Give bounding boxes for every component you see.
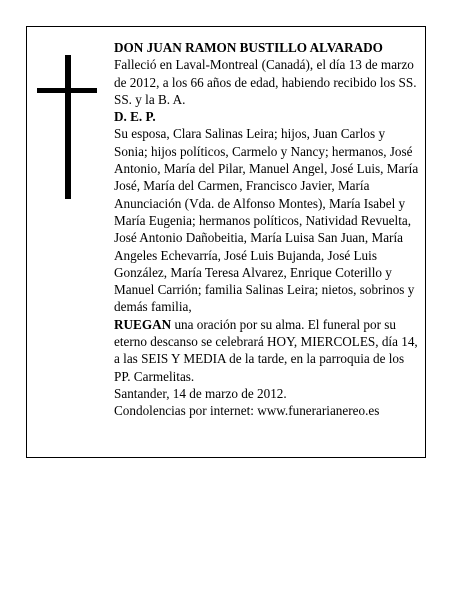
- obituary-text: [114, 39, 420, 420]
- deceased-name: DON JUAN RAMON BUSTILLO ALVARADO: [114, 40, 383, 55]
- death-details: Falleció en Laval-Montreal (Canadá), el día 13 de marzo de 2012, a los 66 años de edad, habiendo recibido los SS. SS. y la B. A.: [114, 57, 417, 107]
- ruegan-label: RUEGAN: [114, 316, 172, 332]
- family-list: Su esposa, Clara Salinas Leira; hijos, Juan Carlos y Sonia; hijos políticos, Carmelo y Nancy; hermanos, José Antonio, María del Pilar, Manuel Angel, José Luis, María José, María del Carmen, Francisco Javier, María Anunciación (Vda. de Alfonso Montes), María Isabel y María Eugenia; hermanos políticos, Natividad Revuelta, José Antonio Dañobeitia, María Luisa San Juan, María Angeles Echevarría, José Luis Bujanda, José Luis González, María Teresa Alvarez, Enrique Coterillo y Manuel Carrión; familia Salinas Leira; nietos, sobrinos y demás familia,: [114, 126, 419, 315]
- rip-line: D. E. P.: [114, 109, 156, 125]
- obituary-notice: [26, 26, 426, 458]
- funeral-details: una oración por su alma. El funeral por su eterno descanso se celebrará HOY, MIERCOLES, día 14, a las SEIS Y MEDIA de la tarde, en la parroquia de los PP. Carmelitas.: [114, 316, 418, 384]
- cross-horizontal-bar: [37, 88, 97, 93]
- condolences-line: Condolencias por internet: www.funerarianereo.es: [114, 403, 380, 419]
- funeral-paragraph: [114, 316, 420, 385]
- cross-vertical-bar: [65, 55, 71, 199]
- place-date: Santander, 14 de marzo de 2012.: [114, 385, 287, 401]
- cross-icon: [37, 55, 97, 199]
